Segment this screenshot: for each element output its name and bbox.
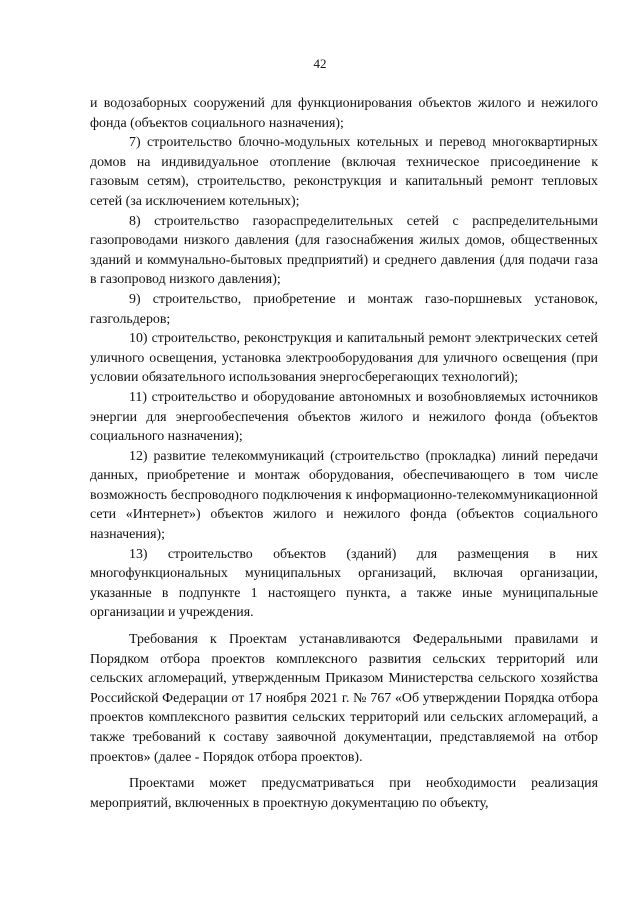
list-item-8: 8) строительство газораспределительных сетей с распределительными газопроводами низкого давления (для газоснабжения жилых домов, общественных зданий и коммунально-бытовых предприятий) и среднего давления (для подачи газа в газопровод низкого давления); <box>90 213 598 288</box>
list-item-12: 12) развитие телекоммуникаций (строительство (прокладка) линий передачи данных, приобретение и монтаж оборудования, обеспечивающего в том числе возможность беспроводного подключения к информационно-телекоммуникационной сети «Интернет») объектов жилого и нежилого фонда (объектов социального назначения); <box>90 448 598 543</box>
list-item-7: 7) строительство блочно-модульных котельных и перевод многоквартирных домов на индивидуальное отопление (включая техническое присоединение к газовым сетям), строительство, реконструкция и капитальный ремонт тепловых сетей (за исключением котельных); <box>90 135 598 209</box>
page-number: 42 <box>313 56 327 71</box>
list-item-9: 9) строительство, приобретение и монтаж газо-поршневых установок, газгольдеров; <box>90 291 598 327</box>
paragraph-continuation: и водозаборных сооружений для функционирования объектов жилого и нежилого фонда (объектов социального назначения); <box>90 96 598 131</box>
document-body <box>90 94 598 813</box>
list-item-11: 11) строительство и оборудование автономных и возобновляемых источников энергии для энергообеспечения объектов жилого и нежилого фонда (объектов социального назначения); <box>90 389 598 445</box>
projects-paragraph: Проектами может предусматриваться при необходимости реализация мероприятий, включенных в проектную документацию по объекту, <box>90 776 598 811</box>
requirements-paragraph: Требования к Проектам устанавливаются Федеральными правилами и Порядком отбора проектов комплексного развития сельских территорий или сельских агломераций, утвержденным Приказом Министерства сельского хозяйства Российской Федерации от 17 ноября 2021 г. № 767 «Об утверждении Порядка отбора проектов комплексного развития сельских территорий или сельских агломераций, а также требований к составу заявочной документации, представляемой на отбор проектов» (далее - Порядок отбора проектов). <box>90 632 598 765</box>
list-item-13: 13) строительство объектов (зданий) для размещения в них многофункциональных муниципальных организаций, включая организации, указанные в подпункте 1 настоящего пункта, а также иные муниципальные организации и учреждения. <box>90 546 598 621</box>
list-item-10: 10) строительство, реконструкция и капитальный ремонт электрических сетей уличного освещения, установка электрооборудования для уличного освещения (при условии обязательного использования энергосберегающих технологий); <box>90 331 598 386</box>
